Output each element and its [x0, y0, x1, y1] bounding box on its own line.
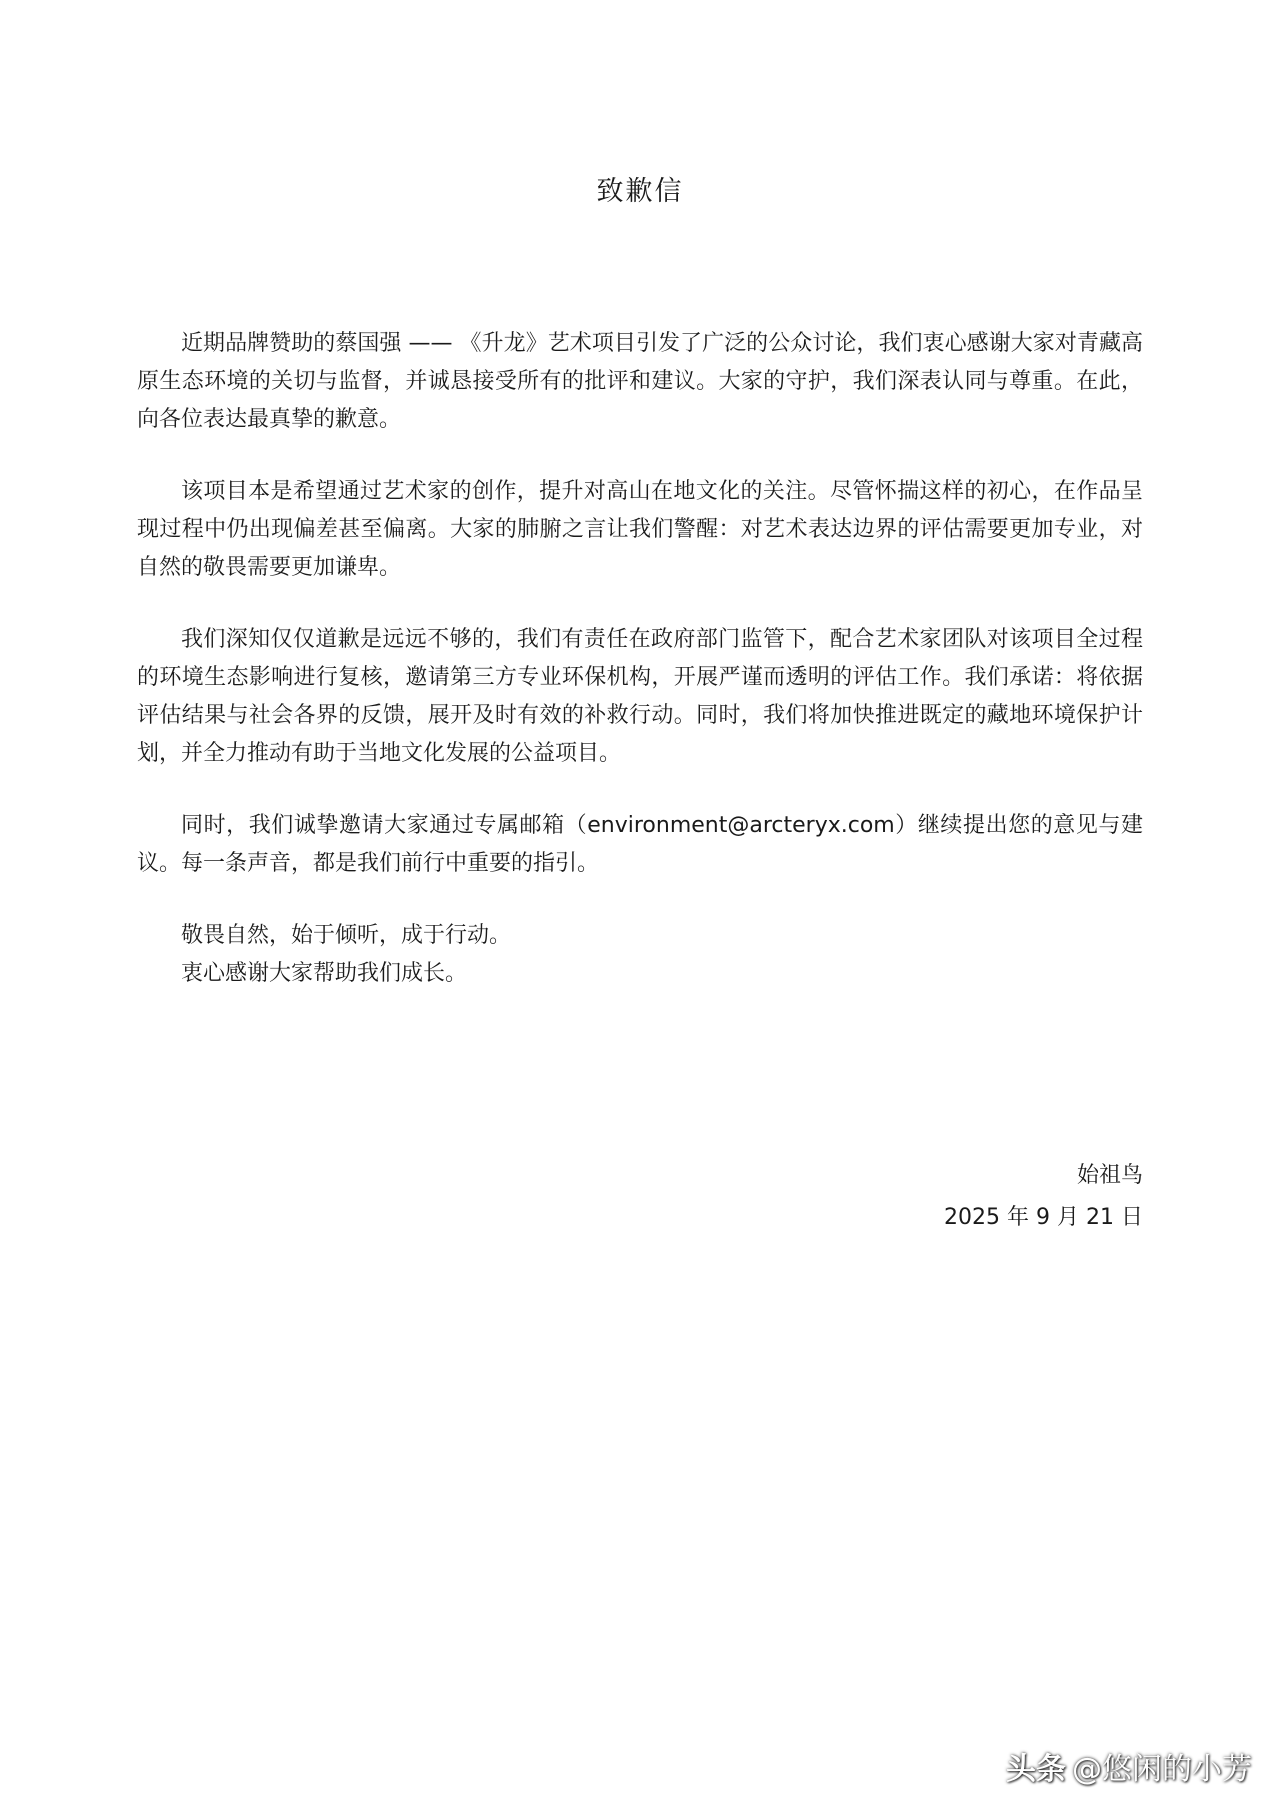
- paragraph-4: 同时，我们诚挚邀请大家通过专属邮箱（environment@arcteryx.com）继续提出您的意见与建议。每一条声音，都是我们前行中重要的指引。: [137, 813, 1143, 876]
- watermark-account: @悠闲的小芳: [1072, 1752, 1252, 1787]
- watermark-brand: 头条: [1006, 1752, 1066, 1787]
- closing-line-1: 敬畏自然，始于倾听，成于行动。: [181, 923, 512, 948]
- paragraph-3: 我们深知仅仅道歉是远远不够的，我们有责任在政府部门监管下，配合艺术家团队对该项目全过程的环境生态影响进行复核，邀请第三方专业环保机构，开展严谨而透明的评估工作。我们承诺：将依据评估结果与社会各界的反馈，展开及时有效的补救行动。同时，我们将加快推进既定的藏地环境保护计划，并全力推动有助于当地文化发展的公益项目。: [137, 627, 1143, 766]
- signature-block: [944, 1155, 1143, 1239]
- signature-name: 始祖鸟: [1076, 1163, 1143, 1188]
- paragraph-1: 近期品牌赞助的蔡国强 —— 《升龙》艺术项目引发了广泛的公众讨论，我们衷心感谢大家对青藏高原生态环境的关切与监督，并诚恳接受所有的批评和建议。大家的守护，我们深表认同与尊重。在此，向各位表达最真挚的歉意。: [137, 331, 1143, 432]
- closing-line-2: 衷心感谢大家帮助我们成长。: [181, 961, 468, 986]
- paragraph-2: 该项目本是希望通过艺术家的创作，提升对高山在地文化的关注。尽管怀揣这样的初心，在作品呈现过程中仍出现偏差甚至偏离。大家的肺腑之言让我们警醒：对艺术表达边界的评估需要更加专业，对自然的敬畏需要更加谦卑。: [137, 479, 1143, 580]
- signature-date: 2025 年 9 月 21 日: [944, 1205, 1143, 1230]
- letter-body: [137, 325, 1143, 993]
- letter-title: 致歉信: [596, 176, 684, 207]
- watermark: [1006, 1750, 1252, 1790]
